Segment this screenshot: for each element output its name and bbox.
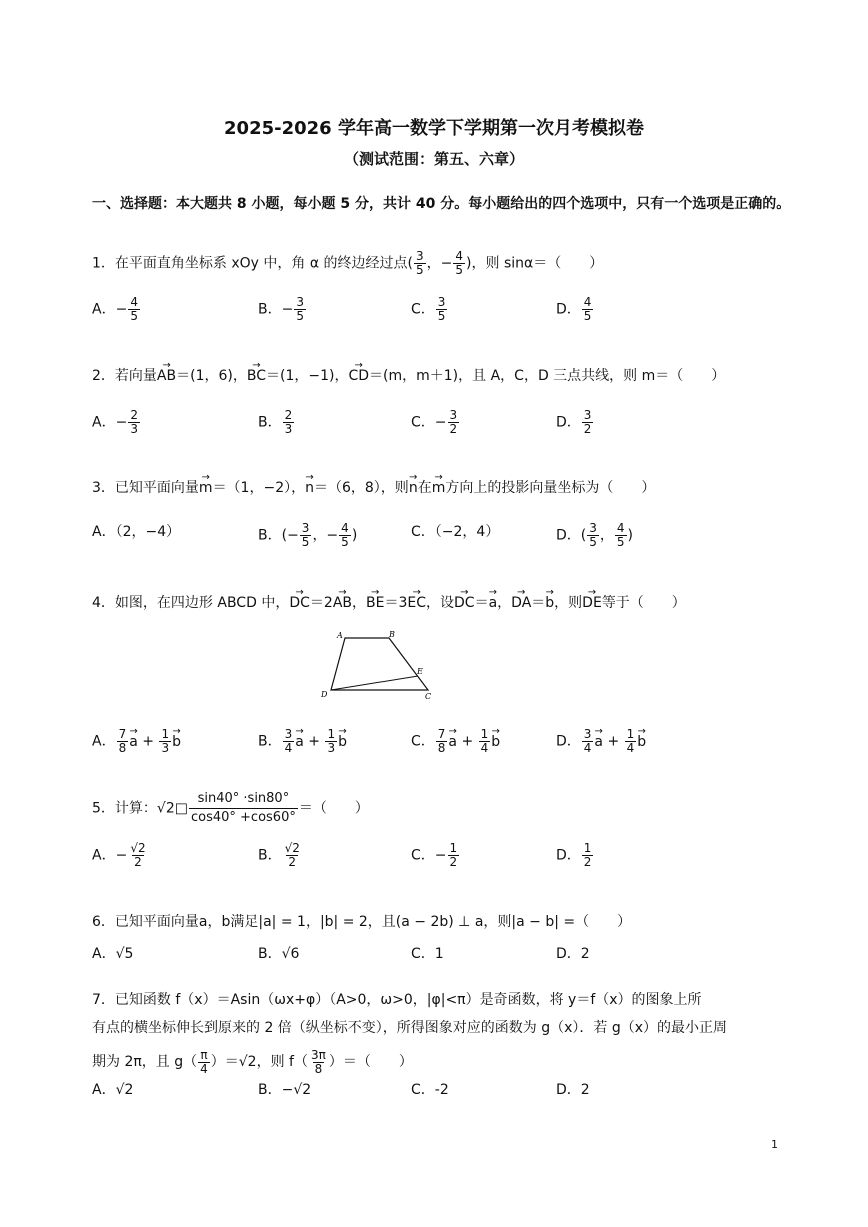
question-1: 1．在平面直角坐标系 xOy 中，角 α 的终边经过点( $\frac{3}{5}$ ，− $\frac{4}{5}$ )，则 sinα＝（ ） bbox=[92, 249, 604, 277]
option-d[interactable]: D． $\frac{3}{4}$ → a + $\frac{1}{4}$ → b bbox=[556, 728, 646, 755]
option-a[interactable]: A． $\frac{7}{8}$ → a + $\frac{1}{3}$ → b bbox=[92, 728, 181, 755]
option-a[interactable]: A．− $\frac{4}{5}$ bbox=[92, 295, 138, 323]
option-c[interactable]: C． $\frac{3}{5}$ bbox=[411, 295, 446, 323]
quadrilateral-figure bbox=[315, 628, 440, 703]
option-a[interactable]: A．√2 bbox=[92, 1082, 134, 1098]
option-d[interactable]: D． $\frac{1}{2}$ bbox=[556, 841, 592, 869]
option-b[interactable]: B． $\frac{√2}{2}$ bbox=[258, 841, 300, 869]
option-c[interactable]: C．1 bbox=[411, 946, 444, 962]
question-7-line-2: 有点的横坐标伸长到原来的 2 倍（纵坐标不变），所得图象对应的函数为 g（x）．若 g（x）的最小正周 bbox=[92, 1020, 728, 1036]
option-d[interactable]: D．2 bbox=[556, 1082, 590, 1098]
question-text: 在平面直角坐标系 xOy 中，角 α 的终边经过点( bbox=[114, 255, 414, 272]
question-7 bbox=[92, 986, 792, 1076]
option-a[interactable]: A．− $\frac{√2}{2}$ bbox=[92, 841, 146, 869]
label-b: B bbox=[389, 630, 395, 639]
option-d[interactable]: D．( $\frac{3}{5}$ ， $\frac{4}{5}$ ) bbox=[556, 521, 633, 549]
option-a[interactable]: A．− $\frac{2}{3}$ bbox=[92, 408, 138, 436]
option-b[interactable]: B．− $\frac{3}{5}$ bbox=[258, 295, 304, 323]
option-c[interactable]: C．− $\frac{1}{2}$ bbox=[411, 841, 458, 869]
question-2: 2．若向量→ AB＝(1，6)，→ BC＝(1，−1)，→ CD＝(m，m＋1)，且 A，C，D 三点共线，则 m＝（ ） bbox=[92, 366, 725, 386]
option-b[interactable]: B． $\frac{2}{3}$ bbox=[258, 408, 293, 436]
question-4: 4．如图，在四边形 ABCD 中，→ DC＝2→ AB，→ BE＝3→ EC，设→ DC＝→ a，→ DA＝→ b，则→ DE等于（ ） bbox=[92, 593, 686, 613]
fraction: $\frac{3}{5}$ bbox=[416, 249, 424, 277]
vector-bc: → BC bbox=[247, 366, 266, 386]
option-c[interactable]: C．-2 bbox=[411, 1082, 449, 1098]
question-7-line-3: 期为 2π，且 g（ $\frac{\pi}{4}$ ）＝√2，则 f（ $\frac{3\pi}{8}$ ）＝（ ） bbox=[92, 1047, 413, 1076]
vector-cd: → CD bbox=[348, 366, 369, 386]
option-c[interactable]: C．（−2，4） bbox=[411, 524, 500, 540]
option-d[interactable]: D．2 bbox=[556, 946, 590, 962]
label-a: A bbox=[337, 631, 343, 640]
question-7-line-1: 7．已知函数 f（x）＝Asin（ωx+φ）（A>0，ω>0，|φ|<π）是奇函数，将 y＝f（x）的图象上所 bbox=[92, 992, 702, 1008]
page-subtitle: （测试范围：第五、六章） bbox=[343, 150, 524, 168]
label-e: E bbox=[417, 667, 423, 676]
option-a[interactable]: A．√5 bbox=[92, 946, 134, 962]
option-b[interactable]: B．−√2 bbox=[258, 1082, 312, 1098]
label-d: D bbox=[321, 690, 328, 699]
section-heading: 一、选择题：本大题共 8 小题，每小题 5 分，共计 40 分。每小题给出的四个选项中，只有一个选项是正确的。 bbox=[92, 196, 791, 212]
option-c[interactable]: C． $\frac{7}{8}$ → a + $\frac{1}{4}$ → b bbox=[411, 728, 500, 755]
vector-ab: → AB bbox=[157, 366, 176, 386]
question-6: 6．已知平面向量a，b满足|a| = 1，|b| = 2，且(a − 2b) ⊥ a，则|a − b| =（ ） bbox=[92, 914, 632, 930]
option-a[interactable]: A．（2，−4） bbox=[92, 524, 181, 540]
option-d[interactable]: D． $\frac{3}{2}$ bbox=[556, 408, 592, 436]
option-b[interactable]: B．(− $\frac{3}{5}$ ，− $\frac{4}{5}$ ) bbox=[258, 521, 358, 549]
page-number: 1 bbox=[771, 1138, 778, 1151]
segment-de bbox=[331, 676, 418, 690]
option-b[interactable]: B． $\frac{3}{4}$ → a + $\frac{1}{3}$ → b bbox=[258, 728, 347, 755]
question-number: 1． bbox=[92, 255, 115, 272]
page-title: 2025-2026 学年高一数学下学期第一次月考模拟卷 bbox=[224, 118, 644, 139]
option-c[interactable]: C．− $\frac{3}{2}$ bbox=[411, 408, 458, 436]
question-5: 5．计算：√2□ $\frac{\sin 40^\circ \cdot\sin 80^\circ}{\cos 40^\circ +\cos 60^\circ}$ ＝（ ） bbox=[92, 791, 369, 825]
question-3: 3．已知平面向量→ m＝（1，−2），→ n＝（6，8），则→ n在→ m方向上的投影向量坐标为（ ） bbox=[92, 478, 655, 498]
option-b[interactable]: B．√6 bbox=[258, 946, 300, 962]
fraction: $\frac{4}{5}$ bbox=[455, 249, 464, 277]
label-c: C bbox=[425, 692, 432, 701]
option-d[interactable]: D． $\frac{4}{5}$ bbox=[556, 295, 592, 323]
